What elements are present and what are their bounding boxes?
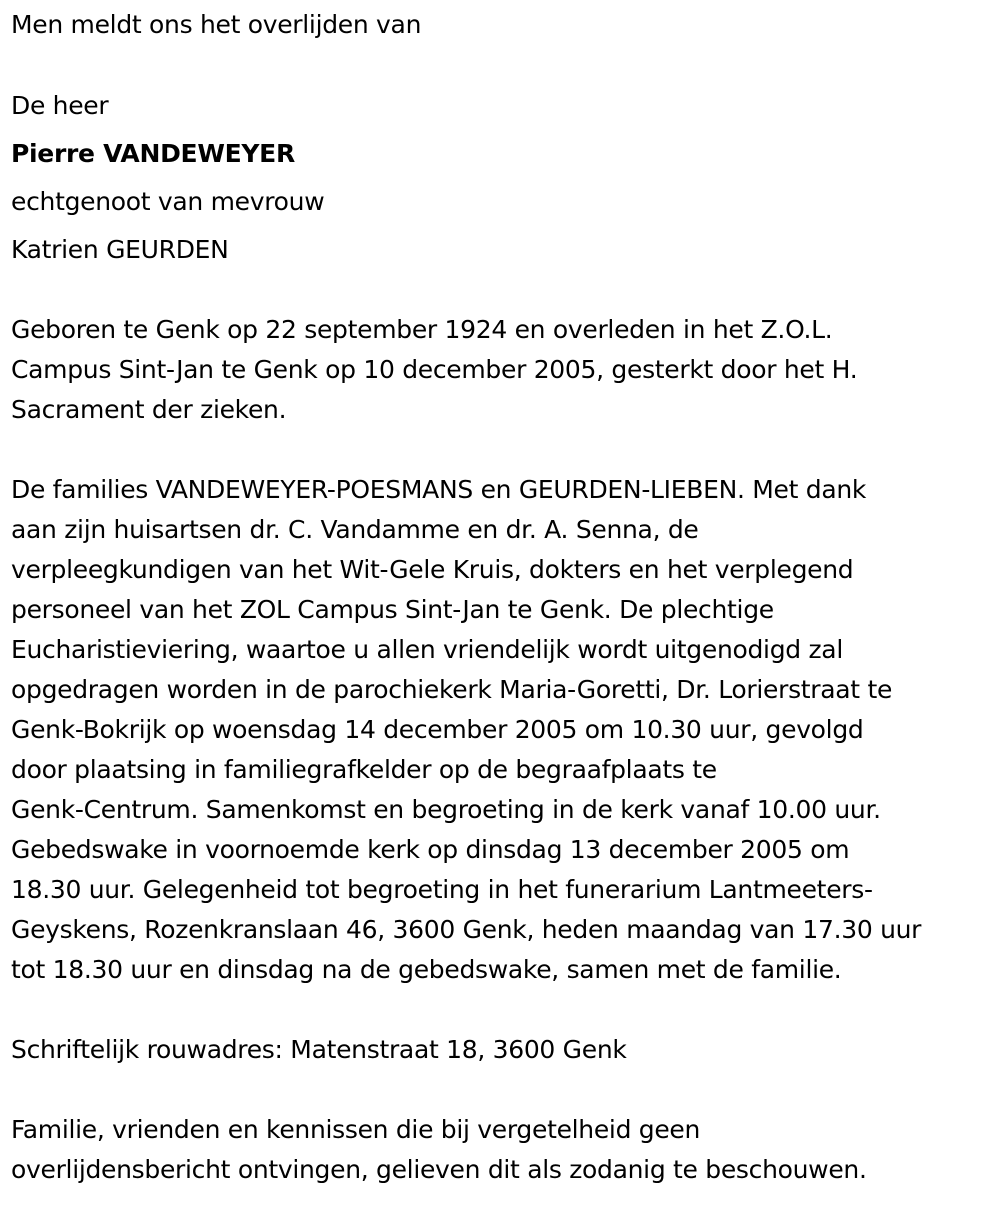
paragraph-line: Geyskens, Rozenkranslaan 46, 3600 Genk, heden maandag van 17.30 uur: [11, 915, 922, 944]
paragraph-line: verpleegkundigen van het Wit-Gele Kruis, dokters en het verplegend: [11, 555, 854, 584]
spouse-name: Katrien GEURDEN: [11, 235, 229, 264]
birth-death-paragraph: [11, 310, 993, 430]
mourning-address: Schriftelijk rouwadres: Matenstraat 18, 3600 Genk: [11, 1035, 627, 1064]
intro-text: Men meldt ons het overlijden van: [11, 10, 422, 39]
paragraph-line: 18.30 uur. Gelegenheid tot begroeting in het funerarium Lantmeeters-: [11, 875, 873, 904]
honorific: De heer: [11, 91, 109, 120]
closing-paragraph: [11, 1110, 993, 1190]
relation-text: echtgenoot van mevrouw: [11, 187, 325, 216]
paragraph-line: overlijdensbericht ontvingen, gelieven dit als zodanig te beschouwen.: [11, 1155, 867, 1184]
paragraph-line: Genk-Bokrijk op woensdag 14 december 2005 om 10.30 uur, gevolgd: [11, 715, 864, 744]
paragraph-line: Geboren te Genk op 22 september 1924 en overleden in het Z.O.L.: [11, 315, 833, 344]
paragraph-line: Eucharistieviering, waartoe u allen vriendelijk wordt uitgenodigd zal: [11, 635, 843, 664]
paragraph-line: aan zijn huisartsen dr. C. Vandamme en dr. A. Senna, de: [11, 515, 699, 544]
paragraph-line: De families VANDEWEYER-POESMANS en GEURDEN-LIEBEN. Met dank: [11, 475, 867, 504]
paragraph-line: Sacrament der zieken.: [11, 395, 287, 424]
paragraph-line: Familie, vrienden en kennissen die bij vergetelheid geen: [11, 1115, 701, 1144]
paragraph-line: tot 18.30 uur en dinsdag na de gebedswake, samen met de familie.: [11, 955, 842, 984]
paragraph-line: opgedragen worden in de parochiekerk Maria-Goretti, Dr. Lorierstraat te: [11, 675, 893, 704]
paragraph-line: Genk-Centrum. Samenkomst en begroeting in de kerk vanaf 10.00 uur.: [11, 795, 881, 824]
deceased-name: Pierre VANDEWEYER: [11, 139, 295, 168]
paragraph-line: door plaatsing in familiegrafkelder op de begraafplaats te: [11, 755, 717, 784]
families-paragraph: [11, 470, 993, 990]
paragraph-line: Gebedswake in voornoemde kerk op dinsdag 13 december 2005 om: [11, 835, 850, 864]
paragraph-line: personeel van het ZOL Campus Sint-Jan te Genk. De plechtige: [11, 595, 774, 624]
paragraph-line: Campus Sint-Jan te Genk op 10 december 2005, gesterkt door het H.: [11, 355, 858, 384]
